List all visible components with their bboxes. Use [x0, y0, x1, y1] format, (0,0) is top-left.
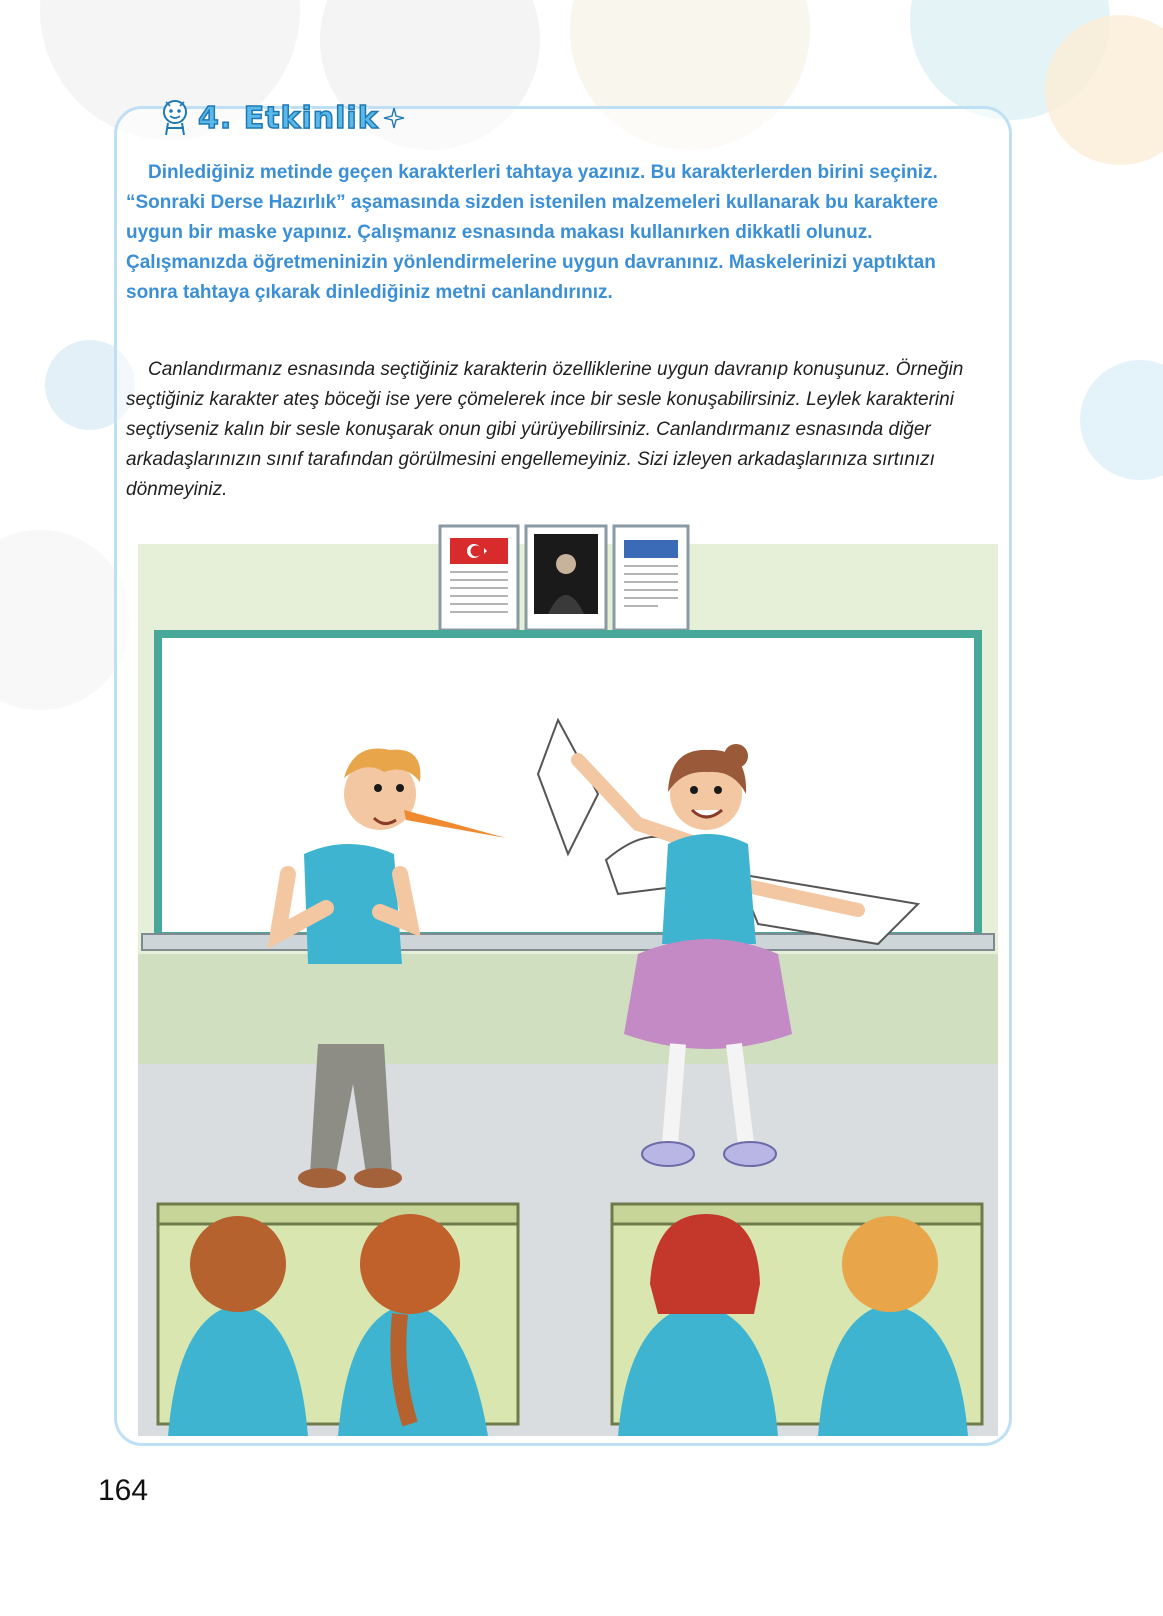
activity-title-text: 4. Etkinlik [198, 100, 379, 136]
page-number: 164 [98, 1474, 149, 1507]
sparkle-icon [383, 107, 405, 129]
mascot-icon [158, 98, 194, 138]
activity-title [158, 96, 405, 140]
instructions-paragraph: Dinlediğiniz metinde geçen karakterleri tahtaya yazınız. Bu karakterlerden birini seçiniz. “Sonraki Derse Hazırlık” aşamasında sizden istenilen malzemeleri kullanarak bu karaktere uygun bir maske yapınız. Çalışmanız esnasında makası kullanırken dikkatli olunuz. Çalışmanızda öğretmeninizin yönlendirmelerine uygun davranınız. Maskelerinizi yaptıktan sonra tahtaya çıkarak dinlediğiniz metni canlandırınız. [126, 162, 939, 303]
notes-paragraph: Canlandırmanız esnasında seçtiğiniz karakterin özelliklerine uygun davranıp konuşunuz. Örneğin seçtiğiniz karakter ateş böceği ise yere çömelerek ince bir sesle konuşabilirsiniz. Leylek karakterini seçtiyseniz kalın bir sesle konuşarak onun gibi yürüyebilirsiniz. Canlandırmanız esnasında diğer arkadaşlarınızın sınıf tarafından görülmesini engellemeyiniz. Sizi izleyen arkadaşlarınıza sırtınızı dönmeyiniz. [126, 359, 964, 500]
classroom-illustration [138, 524, 998, 1436]
wall-posters [440, 526, 688, 630]
